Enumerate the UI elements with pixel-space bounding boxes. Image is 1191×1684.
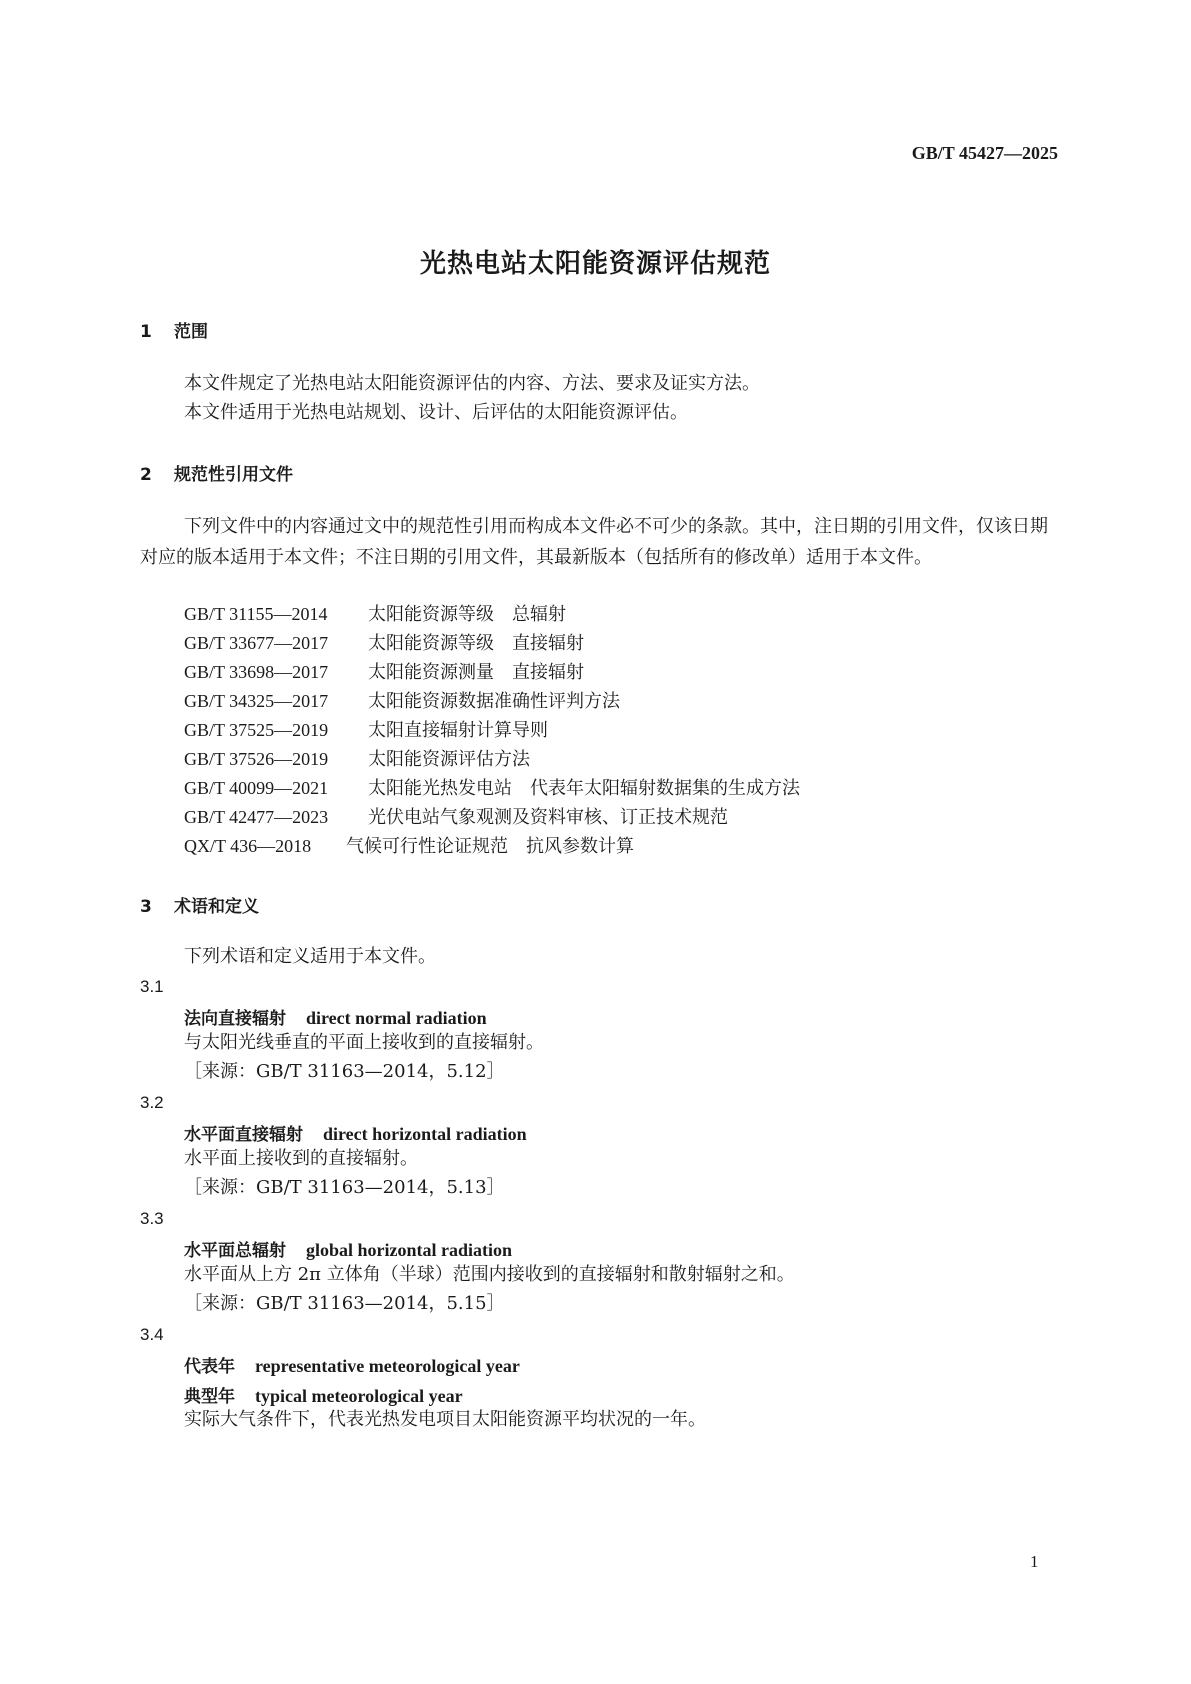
term-alt-heading [184,1382,463,1407]
term-alt-en: typical meteorological year [255,1386,463,1406]
reference-item [184,716,548,742]
reference-item [184,774,800,800]
reference-code: QX/T 436—2018 [184,836,312,856]
section-title: 术语和定义 [174,897,259,917]
reference-title: 光伏电站气象观测及资料审核、订正技术规范 [368,807,728,828]
paragraph: 本文件适用于光热电站规划、设计、后评估的太阳能资源评估。 [184,402,688,423]
term-zh: 水平面直接辐射 [184,1125,303,1145]
document-title: 光热电站太阳能资源评估规范 [419,249,771,279]
reference-code: GB/T 37525—2019 [184,720,329,740]
reference-title: 太阳能资源等级 总辐射 [368,604,566,625]
reference-title: 太阳能资源测量 直接辐射 [368,662,584,683]
reference-title: 太阳能资源评估方法 [368,749,530,770]
term-en: direct horizontal radiation [323,1124,527,1144]
reference-item [184,832,634,858]
term-definition: 实际大气条件下，代表光热发电项目太阳能资源平均状况的一年。 [184,1409,706,1430]
section-number: 1 [140,322,152,342]
term-heading [184,1004,487,1029]
term-source: ［来源：GB/T 31163—2014，5.13］ [184,1177,505,1198]
term-number: 3.1 [140,977,164,996]
reference-title: 太阳能光热发电站 代表年太阳辐射数据集的生成方法 [368,778,800,799]
section-number: 3 [140,897,152,917]
section-title: 范围 [174,322,208,342]
reference-item [184,600,566,626]
terms-intro: 下列术语和定义适用于本文件。 [184,946,436,967]
section-number: 2 [140,465,152,485]
reference-code: GB/T 33698—2017 [184,662,329,682]
term-en: direct normal radiation [306,1008,487,1028]
standard-code: GB/T 45427—2025 [911,143,1058,163]
reference-item [184,687,620,713]
term-number: 3.2 [140,1093,164,1112]
section-1-heading [140,317,208,342]
reference-code: GB/T 40099—2021 [184,778,329,798]
reference-title: 气候可行性论证规范 抗风参数计算 [346,836,634,857]
reference-item [184,658,584,684]
section-title: 规范性引用文件 [174,465,293,485]
reference-code: GB/T 37526—2019 [184,749,329,769]
reference-title: 太阳直接辐射计算导则 [368,720,548,741]
section-3-heading [140,892,259,917]
term-heading [184,1352,520,1377]
term-alt-zh: 典型年 [184,1387,235,1407]
paragraph: 本文件规定了光热电站太阳能资源评估的内容、方法、要求及证实方法。 [184,373,760,394]
reference-item [184,629,584,655]
term-source: ［来源：GB/T 31163—2014，5.12］ [184,1061,505,1082]
reference-code: GB/T 42477—2023 [184,807,329,827]
normative-intro-paragraph: 下列文件中的内容通过文中的规范性引用而构成本文件必不可少的条款。其中，注日期的引用文件，仅该日期对应的版本适用于本文件；不注日期的引用文件，其最新版本（包括所有的修改单）适用于本文件。 [140,516,1048,568]
section-2-heading [140,460,293,485]
term-definition: 水平面上接收到的直接辐射。 [184,1148,418,1169]
reference-code: GB/T 33677—2017 [184,633,329,653]
term-heading [184,1120,527,1145]
reference-title: 太阳能资源等级 直接辐射 [368,633,584,654]
term-en: representative meteorological year [255,1356,520,1376]
term-en: global horizontal radiation [306,1240,513,1260]
reference-code: GB/T 31155—2014 [184,604,328,624]
reference-item [184,803,728,829]
reference-item [184,745,530,771]
term-definition: 水平面从上方 2π 立体角（半球）范围内接收到的直接辐射和散射辐射之和。 [184,1264,795,1285]
term-zh: 代表年 [184,1357,235,1377]
term-source: ［来源：GB/T 31163—2014，5.15］ [184,1293,505,1314]
term-zh: 水平面总辐射 [184,1241,286,1261]
term-heading [184,1236,512,1261]
page-number: 1 [1030,1552,1039,1571]
term-definition: 与太阳光线垂直的平面上接收到的直接辐射。 [184,1032,544,1053]
term-zh: 法向直接辐射 [184,1009,286,1029]
term-number: 3.4 [140,1325,164,1344]
reference-title: 太阳能资源数据准确性评判方法 [368,691,620,712]
reference-code: GB/T 34325—2017 [184,691,329,711]
term-number: 3.3 [140,1209,164,1228]
